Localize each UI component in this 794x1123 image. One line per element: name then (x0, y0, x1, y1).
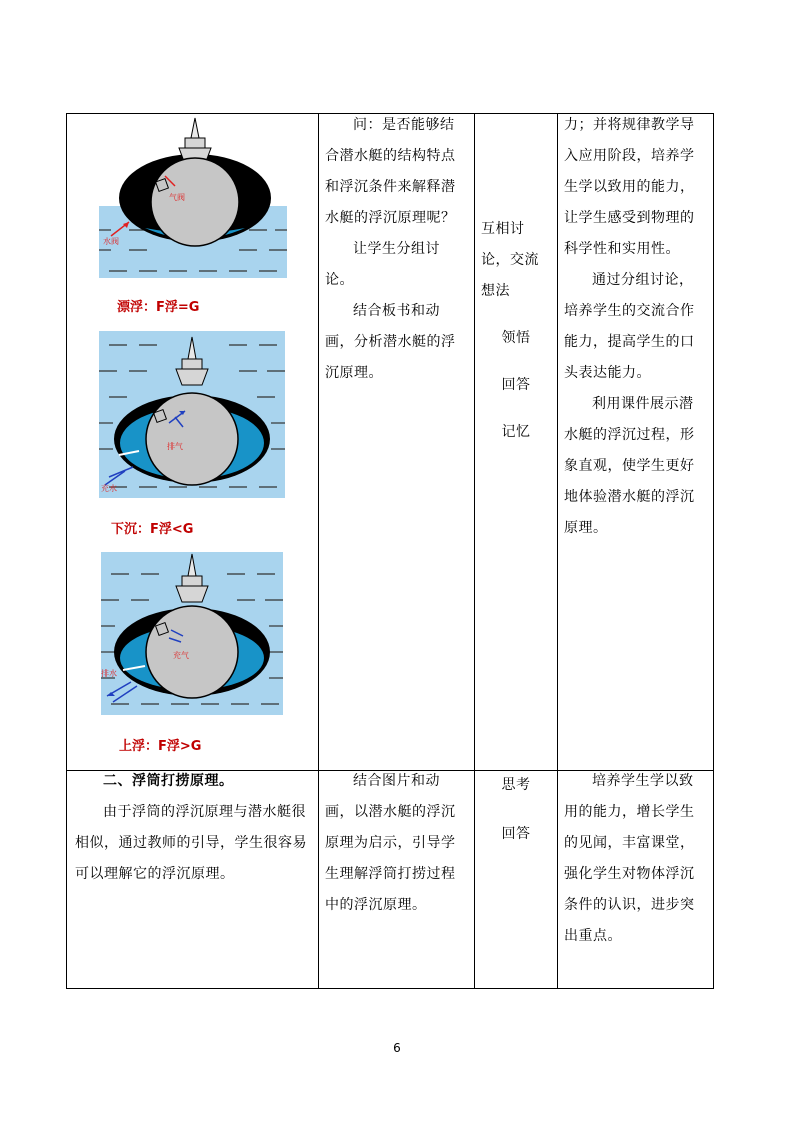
student-discuss: 互相讨论，交流想法 (481, 221, 539, 299)
fill-water-label: 充水 (101, 484, 117, 493)
student-answer-2: 回答 (501, 826, 531, 842)
valve-label: 气阀 (169, 193, 185, 202)
teacher-activity-1 (325, 110, 467, 389)
section-content: 由于浮筒的浮沉原理与潜水艇很相似，通过教师的引导，学生很容易可以理解它的浮沉原理。 (75, 804, 307, 882)
column-divider (557, 114, 558, 988)
inflate-label: 充气 (173, 651, 189, 660)
submarine-rising-figure (101, 552, 283, 715)
intent-group-discussion: 通过分组讨论，培养学生的交流合作能力，提高学生的口头表达能力。 (564, 272, 695, 381)
sinking-caption: 下沉：F浮<G (111, 522, 194, 537)
intent-courseware: 利用课件展示潜水艇的浮沉过程，形象直观，使学生更好地体验潜水艇的浮沉原理。 (564, 396, 695, 536)
student-answer: 回答 (501, 377, 531, 393)
student-comprehend: 领悟 (501, 330, 531, 346)
column-divider (318, 114, 319, 988)
floating-caption: 漂浮：F浮=G (117, 300, 200, 315)
submarine-sinking-figure (99, 331, 285, 498)
column-divider (474, 114, 475, 988)
teacher-guidance: 结合图片和动画，以潜水艇的浮沉原理为启示，引导学生理解浮筒打捞过程中的浮沉原理。 (325, 773, 456, 913)
design-intent-2 (564, 766, 706, 952)
content-2 (75, 766, 311, 890)
student-activity-1 (481, 214, 551, 448)
section-heading: 二、浮筒打捞原理。 (103, 773, 234, 789)
design-intent-1 (564, 110, 706, 544)
water-valve-label: 水阀 (103, 237, 119, 246)
student-activity-2 (481, 770, 551, 850)
teacher-analysis: 结合板书和动画，分析潜水艇的浮沉原理。 (325, 303, 456, 381)
exhaust-label: 排气 (167, 442, 183, 451)
intent-apply: 培养学生学以致用的能力，增长学生的见闻，丰富课堂，强化学生对物体浮沉条件的认识，进步突出重点。 (564, 773, 695, 944)
submarine-floating-figure (99, 116, 287, 278)
rising-caption: 上浮：F浮>G (119, 739, 202, 754)
intent-continued: 力；并将规律教学导入应用阶段，培养学生学以致用的能力，让学生感受到物理的科学性和实用性。 (564, 117, 695, 257)
teacher-discussion: 让学生分组讨论。 (325, 241, 440, 288)
drain-label: 排水 (101, 669, 117, 678)
student-remember: 记忆 (501, 424, 531, 440)
page-number: 6 (393, 1041, 401, 1055)
lesson-table (66, 113, 714, 989)
student-think: 思考 (501, 777, 531, 793)
teacher-activity-2 (325, 766, 467, 921)
teacher-question: 问：是否能够结合潜水艇的结构特点和浮沉条件来解释潜水艇的浮沉原理呢？ (325, 117, 456, 226)
